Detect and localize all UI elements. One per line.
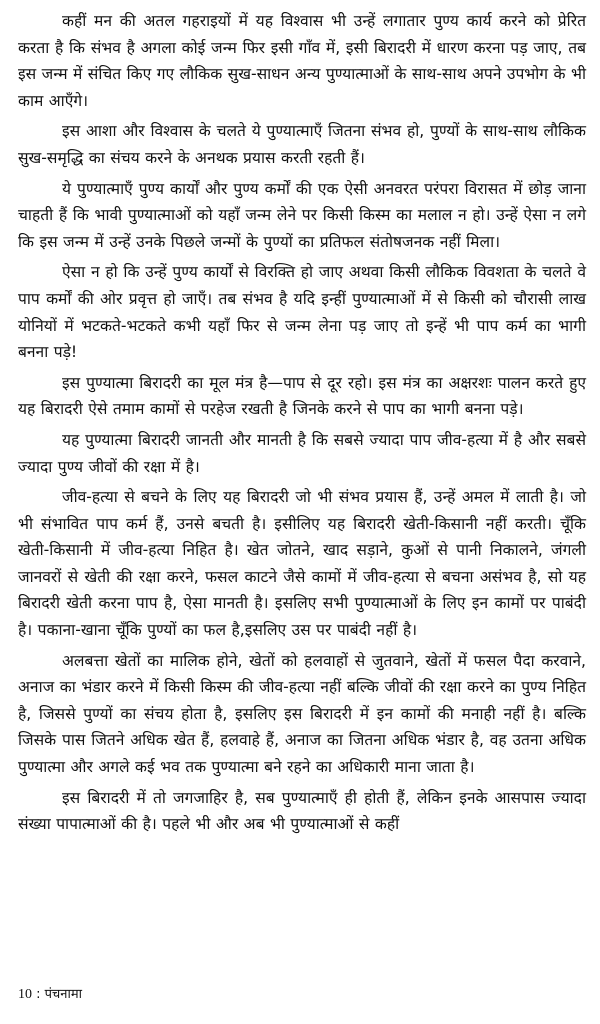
paragraph-9: इस बिरादरी में तो जगजाहिर है, सब पुण्यात्माएँ ही होती हैं, लेकिन इनके आसपास ज्यादा संख्या पापात्माओं की है। पहले भी और अब भी पुण्यात्माओं से कहीं: [18, 788, 586, 834]
page-footer: [18, 986, 82, 1004]
body-text: [18, 8, 586, 838]
page-number: 10: [18, 987, 32, 1002]
paragraph-8: अलबत्ता खेतों का मालिक होने, खेतों को हलवाहों से जुतवाने, खेतों में फसल पैदा करवाने, अनाज का भंडार करने में किसी किस्म की जीव-हत्या नहीं बल्कि जीवों की रक्षा करने का पुण्य निहित है, जिससे पुण्यों का संचय होता है, इसलिए इस बिरादरी में इन कामों की मनाही नहीं है। बल्कि जिसके पास जितने अधिक खेत हैं, हलवाहे हैं, अनाज का जितना अधिक भंडार है, वह उतना अधिक पुण्यात्मा और अगले कई भव तक पुण्यात्मा बने रहने का अधिकारी माना जाता है।: [18, 651, 586, 777]
paragraph-2: इस आशा और विश्वास के चलते ये पुण्यात्माएँ जितना संभव हो, पुण्यों के साथ-साथ लौकिक सुख-समृद्धि का संचय करने के अनथक प्रयास करती रहती हैं।: [18, 122, 586, 167]
paragraph-5: इस पुण्यात्मा बिरादरी का मूल मंत्र है—पाप से दूर रहो। इस मंत्र का अक्षरशः पालन करते हुए यह बिरादरी ऐसे तमाम कामों से परहेज रखती है जिनके करने से पाप का भागी बनना पड़े।: [18, 373, 586, 419]
paragraph-4: ऐसा न हो कि उन्हें पुण्य कार्यों से विरक्ति हो जाए अथवा किसी लौकिक विवशता के चलते वे पाप कर्मों की ओर प्रवृत्त हो जाएँ। तब संभव है यदि इन्हीं पुण्यात्माओं में से किसी को चौरासी लाख योनियों में भटकते-भटकते कभी यहाँ फिर से जन्म लेना पड़ जाए तो इन्हें भी पाप कर्म का भागी बनना पड़े!: [18, 263, 586, 362]
paragraph-6: यह पुण्यात्मा बिरादरी जानती और मानती है कि सबसे ज्यादा पाप जीव-हत्या में है और सबसे ज्यादा पुण्य जीवों की रक्षा में है।: [18, 430, 586, 476]
book-title: पंचनामा: [44, 987, 83, 1002]
paragraph-1: कहीं मन की अतल गहराइयों में यह विश्वास भी उन्हें लगातार पुण्य कार्य करने को प्रेरित करता है कि संभव है अगला कोई जन्म फिर इसी गाँव में, इसी बिरादरी में धारण करना पड़ जाए, तब इस जन्म में संचित किए गए लौकिक सुख-साधन अन्य पुण्यात्माओं के साथ-साथ अपने उपभोग के भी काम आएँगे।: [18, 12, 586, 110]
paragraph-3: ये पुण्यात्माएँ पुण्य कार्यों और पुण्य कर्मों की एक ऐसी अनवरत परंपरा विरासत में छोड़ जाना चाहती हैं कि भावी पुण्यात्माओं को यहाँ जन्म लेने पर किसी किस्म का मलाल न हो। उन्हें ऐसा न लगे कि इस जन्म में उन्हें उनके पिछले जन्मों के पुण्यों का प्रतिफल संतोषजनक नहीं मिला।: [18, 179, 586, 251]
paragraph-7: जीव-हत्या से बचने के लिए यह बिरादरी जो भी संभव प्रयास हैं, उन्हें अमल में लाती है। जो भी संभावित पाप कर्म हैं, उनसे बचती है। इसीलिए यह बिरादरी खेती-किसानी नहीं करती। चूँकि खेती-किसानी में जीव-हत्या निहित है। खेत जोतने, खाद सड़ाने, कुओं से पानी निकालने, जंगली जानवरों से खेती की रक्षा करने, फसल काटने जैसे कामों में जीव-हत्या से बचना असंभव है, सो यह बिरादरी खेती करना पाप है, ऐसा मानती है। इसलिए सभी पुण्यात्माओं के लिए इन कामों पर पाबंदी है। पकाना-खाना चूँकि पुण्यों का फल है,इसलिए उस पर पाबंदी नहीं है।: [18, 488, 586, 640]
footer-separator: :: [32, 987, 45, 1002]
